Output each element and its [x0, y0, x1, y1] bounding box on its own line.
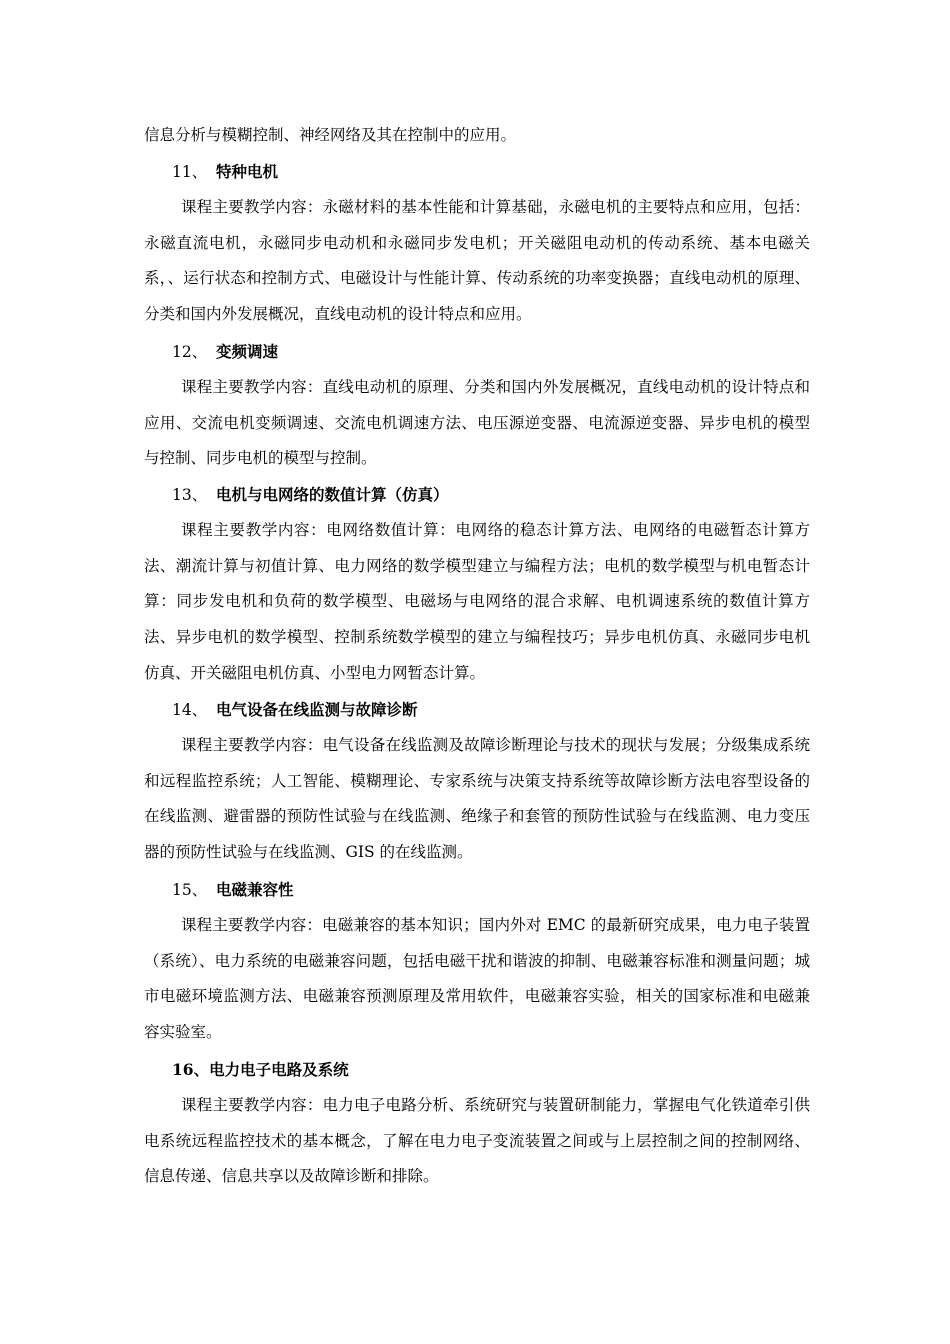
section-title: 特种电机 — [216, 162, 279, 181]
section-number: 11、 — [172, 163, 208, 181]
section-title: 电机与电网络的数值计算（仿真） — [216, 485, 449, 504]
section-title: 变频调速 — [216, 342, 279, 361]
section-number: 12、 — [172, 343, 208, 361]
section-body-13: 课程主要教学内容：电网络数值计算：电网络的稳态计算方法、电网络的电磁暂态计算方法、潮流计算与初值计算、电力网络的数学模型建立与编程方法；电机的数学模型与机电暂态计算：同步发电机和负荷的数学模型、电磁场与电网络的混合求解、电机调速系统的数值计算方法、异步电机的数学模型、控制系统数学模型的建立与编程技巧；异步电机仿真、永磁同步电机仿真、开关磁阻电机仿真、小型电力网暂态计算。 — [144, 521, 810, 682]
section-body-11: 课程主要教学内容：永磁材料的基本性能和计算基础，永磁电机的主要特点和应用，包括：永磁直流电机，永磁同步电动机和永磁同步发电机；开关磁阻电动机的传动系统、基本电磁关系，、运行状态和控制方式、电磁设计与性能计算、传动系统的功率变换器；直线电动机的原理、分类和国内外发展概况，直线电动机的设计特点和应用。 — [144, 198, 810, 324]
section-title: 电磁兼容性 — [216, 880, 294, 899]
section-body-15: 课程主要教学内容：电磁兼容的基本知识；国内外对 EMC 的最新研究成果，电力电子装置（系统）、电力系统的电磁兼容问题，包括电磁干扰和谐波的抑制、电磁兼容标准和测量问题；城市电磁环境监测方法、电磁兼容预测原理及常用软件，电磁兼容实验，相关的国家标准和电磁兼容实验室。 — [144, 916, 810, 1042]
section-number: 15、 — [172, 881, 208, 899]
section-heading-15 — [172, 872, 812, 909]
section-heading-16 — [172, 1052, 812, 1088]
section-title: 电力电子电路及系统 — [209, 1060, 349, 1079]
section-heading-11 — [172, 154, 812, 191]
section-body-14: 课程主要教学内容：电气设备在线监测及故障诊断理论与技术的现状与发展；分级集成系统和远程监控系统；人工智能、模糊理论、专家系统与决策支持系统等故障诊断方法电容型设备的在线监测、避雷器的预防性试验与在线监测、绝缘子和套管的预防性试验与在线监测、电力变压器的预防性试验与在线监测、GIS 的在线监测。 — [144, 736, 810, 862]
section-number: 13、 — [172, 486, 208, 504]
section-body-16: 课程主要教学内容：电力电子电路分析、系统研究与装置研制能力，掌握电气化铁道牵引供电系统远程监控技术的基本概念，了解在电力电子变流装置之间或与上层控制之间的控制网络、信息传递、信息共享以及故障诊断和排除。 — [144, 1096, 810, 1186]
section-heading-14 — [172, 692, 812, 729]
section-heading-12 — [172, 334, 812, 371]
lead-paragraph: 信息分析与模糊控制、神经网络及其在控制中的应用。 — [144, 126, 517, 144]
section-body-12: 课程主要教学内容：直线电动机的原理、分类和国内外发展概况，直线电动机的设计特点和应用、交流电机变频调速、交流电机调速方法、电压源逆变器、电流源逆变器、异步电机的模型与控制、同步电机的模型与控制。 — [144, 378, 810, 468]
section-title: 电气设备在线监测与故障诊断 — [216, 700, 418, 719]
section-heading-13 — [172, 477, 812, 514]
section-number: 16、 — [172, 1060, 210, 1079]
section-number: 14、 — [172, 701, 208, 719]
